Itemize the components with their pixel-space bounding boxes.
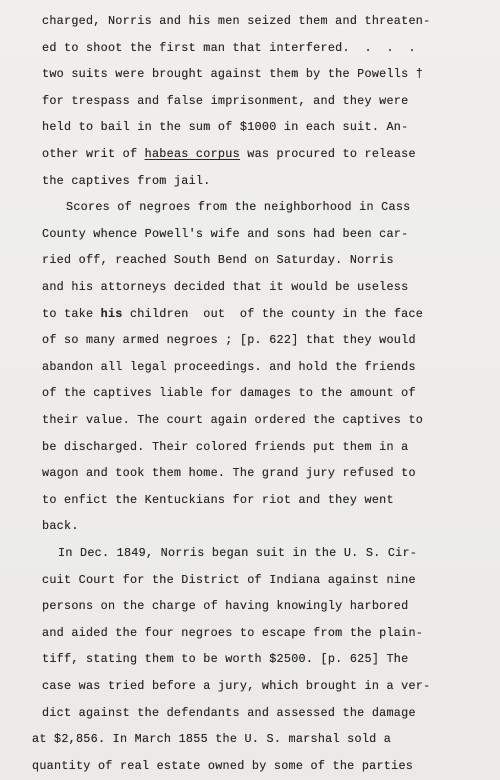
text-line <box>42 411 423 429</box>
line-text: cuit Court for the District of Indiana against nine <box>42 572 416 587</box>
line-text: County whence Powell's wife and sons had been car- <box>42 226 409 241</box>
overstruck-word: his <box>100 306 123 321</box>
line-text: to take <box>42 306 101 321</box>
line-text: charged, Norris and his men seized them and threaten- <box>42 14 431 28</box>
text-line <box>42 491 394 509</box>
text-line <box>42 358 416 376</box>
text-line <box>42 145 416 163</box>
line-text-continued: was procured to release <box>239 147 416 161</box>
line-text: other writ of <box>42 147 145 161</box>
line-text: ed to shoot the first man that interfered. . . . <box>42 40 416 55</box>
text-line <box>42 650 408 668</box>
text-line <box>42 384 416 402</box>
text-line <box>42 677 430 695</box>
line-text: dict against the defendants and assessed the damage <box>42 705 416 720</box>
line-text: In Dec. 1849, Norris began suit in the U. S. Cir- <box>58 546 418 560</box>
text-line <box>42 624 423 642</box>
line-text: abandon all legal proceedings. and hold the friends <box>42 359 416 374</box>
line-text: of so many armed negroes ; [p. 622] that they would <box>42 333 416 348</box>
text-line <box>42 464 416 482</box>
line-text: the captives from jail. <box>42 173 211 188</box>
line-text: be discharged. Their colored friends put them in a <box>42 439 409 454</box>
line-text-continued: children out of the county in the face <box>122 306 424 321</box>
text-line <box>42 704 416 722</box>
line-text: of the captives liable for damages to the amount of <box>42 386 416 401</box>
text-line <box>32 730 391 748</box>
text-line <box>42 438 408 456</box>
text-line <box>42 251 394 269</box>
text-line <box>42 172 211 190</box>
text-line <box>42 39 416 57</box>
line-text: persons on the charge of having knowingly harbored <box>42 599 409 614</box>
line-text: held to bail in the sum of $1000 in each suit. An- <box>42 120 409 135</box>
line-text: at $2,856. In March 1855 the U. S. marshal sold a <box>32 732 392 747</box>
text-line <box>58 544 417 562</box>
line-text: and his attorneys decided that it would be useless <box>42 280 409 294</box>
text-line <box>42 305 423 323</box>
text-line <box>42 92 408 110</box>
line-text: tiff, stating them to be worth $2500. [p. 625] The <box>42 652 409 667</box>
line-text: case was tried before a jury, which brought in a ver- <box>42 679 431 693</box>
underlined-phrase: habeas corpus <box>144 147 240 161</box>
text-line <box>32 757 413 775</box>
line-text: for trespass and false imprisonment, and they were <box>42 93 409 108</box>
line-text: Scores of negroes from the neighborhood in Cass <box>66 200 411 215</box>
text-line <box>42 278 408 296</box>
text-line <box>42 12 430 30</box>
text-line <box>42 65 423 83</box>
text-line <box>42 331 416 349</box>
text-line <box>42 225 408 243</box>
line-text: back. <box>42 519 79 534</box>
line-text: quantity of real estate owned by some of the parties <box>32 758 414 773</box>
line-text: two suits were brought against them by the Powells † <box>42 67 424 82</box>
text-line <box>42 517 79 535</box>
line-text: wagon and took them home. The grand jury refused to <box>42 466 416 481</box>
line-text: their value. The court again ordered the captives to <box>42 413 424 427</box>
line-text: to enfict the Kentuckians for riot and they went <box>42 492 394 507</box>
text-line <box>42 571 416 589</box>
line-text: ried off, reached South Bend on Saturday. Norris <box>42 253 394 268</box>
text-line <box>42 118 408 136</box>
text-line <box>66 198 410 216</box>
line-text: and aided the four negroes to escape from the plain- <box>42 625 424 640</box>
text-line <box>42 597 408 615</box>
